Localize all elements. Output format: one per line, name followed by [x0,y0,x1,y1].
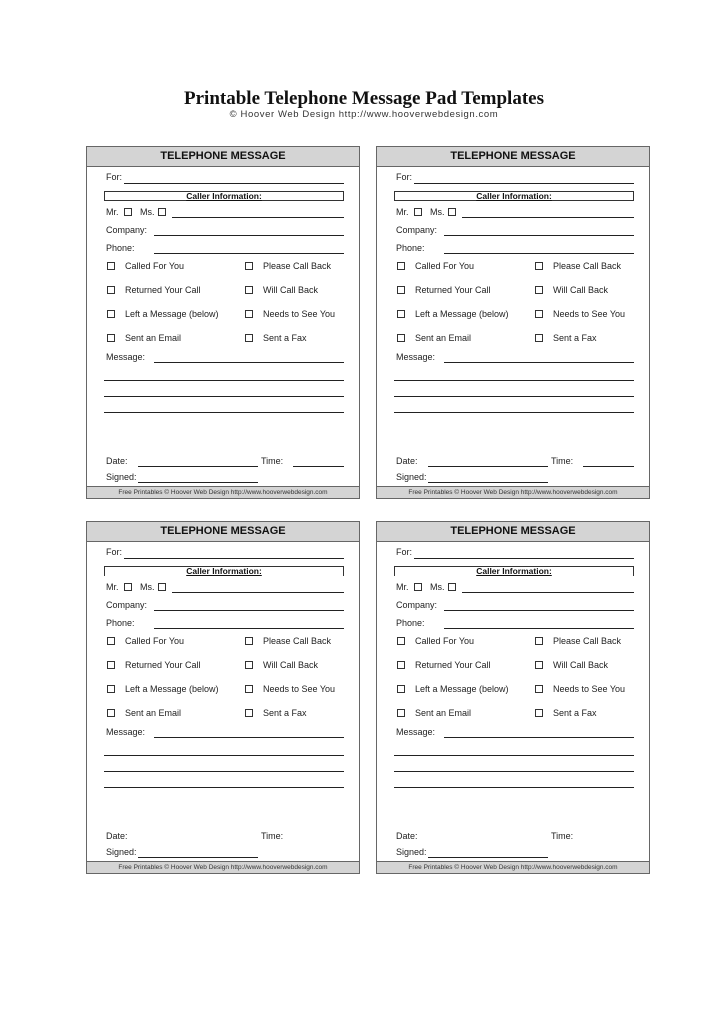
mr-checkbox[interactable] [414,583,422,591]
will-call-back-checkbox[interactable] [245,286,253,294]
phone-label: Phone: [106,618,135,628]
signed-field[interactable] [428,482,548,483]
left-a-message-label: Left a Message (below) [125,684,219,694]
signed-label: Signed: [106,847,137,857]
sent-a-fax-label: Sent a Fax [263,333,307,343]
phone-field[interactable] [444,253,634,254]
will-call-back-checkbox[interactable] [535,661,543,669]
for-label: For: [396,547,413,557]
message-line-4[interactable] [104,412,344,413]
mr-checkbox[interactable] [124,583,132,591]
for-field[interactable] [124,558,344,559]
phone-label: Phone: [106,243,135,253]
needs-to-see-you-label: Needs to See You [553,309,626,319]
sent-an-email-checkbox[interactable] [397,334,405,342]
date-label: Date: [106,456,128,466]
company-field[interactable] [444,235,634,236]
message-card-top-right [376,146,650,499]
left-a-message-checkbox[interactable] [107,310,115,318]
signed-field[interactable] [138,482,258,483]
caller-information-label: Caller Information: [476,191,552,201]
caller-name-field[interactable] [172,592,344,593]
mr-checkbox[interactable] [124,208,132,216]
ms-checkbox[interactable] [158,208,166,216]
message-label: Message: [396,727,436,737]
called-for-you-checkbox[interactable] [107,262,115,270]
message-line-1[interactable] [154,362,344,363]
company-label: Company: [106,225,148,235]
card-body [87,542,359,855]
for-field[interactable] [124,183,344,184]
needs-to-see-you-label: Needs to See You [263,309,336,319]
left-a-message-checkbox[interactable] [397,310,405,318]
sent-an-email-checkbox[interactable] [107,334,115,342]
ms-checkbox[interactable] [448,583,456,591]
time-field[interactable] [583,466,634,467]
card-header: TELEPHONE MESSAGE [377,147,649,167]
card-header: TELEPHONE MESSAGE [87,522,359,542]
please-call-back-label: Please Call Back [263,261,332,271]
phone-label: Phone: [396,618,425,628]
company-field[interactable] [154,235,344,236]
please-call-back-checkbox[interactable] [535,637,543,645]
will-call-back-label: Will Call Back [263,285,319,295]
sent-a-fax-checkbox[interactable] [245,709,253,717]
signed-label: Signed: [106,472,137,482]
message-line-1[interactable] [154,737,344,738]
company-label: Company: [106,600,148,610]
time-label: Time: [261,831,284,841]
card-footer: Free Printables © Hoover Web Design http://www.hooverwebdesign.com [377,861,649,873]
company-field[interactable] [154,610,344,611]
called-for-you-label: Called For You [125,261,185,271]
mr-label: Mr. [106,207,119,217]
for-field[interactable] [414,183,634,184]
message-card-bottom-right [376,521,650,874]
please-call-back-label: Please Call Back [553,261,622,271]
card-header: TELEPHONE MESSAGE [87,147,359,167]
caller-information-box [104,566,344,576]
returned-your-call-checkbox[interactable] [397,661,405,669]
sent-an-email-checkbox[interactable] [107,709,115,717]
sent-a-fax-checkbox[interactable] [535,709,543,717]
returned-your-call-checkbox[interactable] [397,286,405,294]
needs-to-see-you-label: Needs to See You [553,684,626,694]
message-line-2[interactable] [104,380,344,381]
for-label: For: [396,172,413,182]
caller-information-label: Caller Information: [476,566,552,576]
left-a-message-label: Left a Message (below) [415,684,509,694]
called-for-you-checkbox[interactable] [107,637,115,645]
caller-information-box [394,566,634,576]
for-label: For: [106,547,123,557]
called-for-you-label: Called For You [125,636,185,646]
ms-checkbox[interactable] [158,583,166,591]
message-line-2[interactable] [394,380,634,381]
please-call-back-label: Please Call Back [263,636,332,646]
sent-an-email-label: Sent an Email [415,708,472,718]
page-title: Printable Telephone Message Pad Templates [184,88,544,109]
needs-to-see-you-checkbox[interactable] [245,685,253,693]
ms-label: Ms. [430,207,445,217]
sent-an-email-label: Sent an Email [125,333,182,343]
needs-to-see-you-checkbox[interactable] [535,310,543,318]
will-call-back-checkbox[interactable] [535,286,543,294]
please-call-back-checkbox[interactable] [245,637,253,645]
caller-name-field[interactable] [172,217,344,218]
left-a-message-checkbox[interactable] [107,685,115,693]
card-footer: Free Printables © Hoover Web Design http://www.hooverwebdesign.com [377,486,649,498]
called-for-you-label: Called For You [415,261,475,271]
sent-a-fax-label: Sent a Fax [553,333,597,343]
phone-field[interactable] [154,628,344,629]
phone-field[interactable] [154,253,344,254]
returned-your-call-checkbox[interactable] [107,661,115,669]
signed-field[interactable] [428,857,548,858]
mr-checkbox[interactable] [414,208,422,216]
sent-an-email-checkbox[interactable] [397,709,405,717]
ms-label: Ms. [430,582,445,592]
please-call-back-label: Please Call Back [553,636,622,646]
signed-field[interactable] [138,857,258,858]
needs-to-see-you-label: Needs to See You [263,684,336,694]
mr-label: Mr. [396,207,409,217]
message-line-4[interactable] [394,787,634,788]
message-line-4[interactable] [394,412,634,413]
will-call-back-label: Will Call Back [263,660,319,670]
will-call-back-label: Will Call Back [553,660,609,670]
caller-information-label: Caller Information: [186,566,262,576]
card-body [377,542,649,855]
returned-your-call-label: Returned Your Call [125,285,201,295]
date-field[interactable] [428,466,548,467]
sent-an-email-label: Sent an Email [415,333,472,343]
sent-a-fax-checkbox[interactable] [245,334,253,342]
ms-label: Ms. [140,207,155,217]
message-line-1[interactable] [444,737,634,738]
caller-information-label: Caller Information: [186,191,262,201]
please-call-back-checkbox[interactable] [535,262,543,270]
sent-a-fax-label: Sent a Fax [263,708,307,718]
message-line-4[interactable] [104,787,344,788]
caller-information-box [104,191,344,201]
card-header: TELEPHONE MESSAGE [377,522,649,542]
time-label: Time: [551,831,574,841]
card-footer: Free Printables © Hoover Web Design http://www.hooverwebdesign.com [87,486,359,498]
phone-field[interactable] [444,628,634,629]
sent-a-fax-checkbox[interactable] [535,334,543,342]
called-for-you-checkbox[interactable] [397,262,405,270]
time-field[interactable] [293,466,344,467]
for-field[interactable] [414,558,634,559]
message-line-3[interactable] [394,771,634,772]
needs-to-see-you-checkbox[interactable] [535,685,543,693]
called-for-you-checkbox[interactable] [397,637,405,645]
will-call-back-checkbox[interactable] [245,661,253,669]
date-field[interactable] [138,466,258,467]
time-label: Time: [261,456,284,466]
message-label: Message: [106,727,146,737]
left-a-message-label: Left a Message (below) [125,309,219,319]
sent-an-email-label: Sent an Email [125,708,182,718]
card-footer: Free Printables © Hoover Web Design http://www.hooverwebdesign.com [87,861,359,873]
message-line-3[interactable] [394,396,634,397]
date-label: Date: [396,831,418,841]
returned-your-call-checkbox[interactable] [107,286,115,294]
message-line-2[interactable] [104,755,344,756]
caller-name-field[interactable] [462,592,634,593]
returned-your-call-label: Returned Your Call [415,285,491,295]
for-label: For: [106,172,123,182]
will-call-back-label: Will Call Back [553,285,609,295]
message-line-2[interactable] [394,755,634,756]
signed-label: Signed: [396,472,427,482]
called-for-you-label: Called For You [415,636,475,646]
ms-checkbox[interactable] [448,208,456,216]
left-a-message-label: Left a Message (below) [415,309,509,319]
message-label: Message: [396,352,436,362]
company-field[interactable] [444,610,634,611]
card-body [377,167,649,480]
caller-information-box [394,191,634,201]
date-label: Date: [106,831,128,841]
company-label: Company: [396,600,438,610]
message-card-bottom-left [86,521,360,874]
caller-name-field[interactable] [462,217,634,218]
left-a-message-checkbox[interactable] [397,685,405,693]
sent-a-fax-label: Sent a Fax [553,708,597,718]
needs-to-see-you-checkbox[interactable] [245,310,253,318]
phone-label: Phone: [396,243,425,253]
message-line-3[interactable] [104,396,344,397]
time-label: Time: [551,456,574,466]
returned-your-call-label: Returned Your Call [125,660,201,670]
company-label: Company: [396,225,438,235]
card-body [87,167,359,480]
message-line-1[interactable] [444,362,634,363]
mr-label: Mr. [106,582,119,592]
page-subtitle: © Hoover Web Design http://www.hooverwebdesign.com [229,109,499,120]
date-label: Date: [396,456,418,466]
message-label: Message: [106,352,146,362]
mr-label: Mr. [396,582,409,592]
message-card-top-left [86,146,360,499]
please-call-back-checkbox[interactable] [245,262,253,270]
ms-label: Ms. [140,582,155,592]
returned-your-call-label: Returned Your Call [415,660,491,670]
signed-label: Signed: [396,847,427,857]
message-line-3[interactable] [104,771,344,772]
